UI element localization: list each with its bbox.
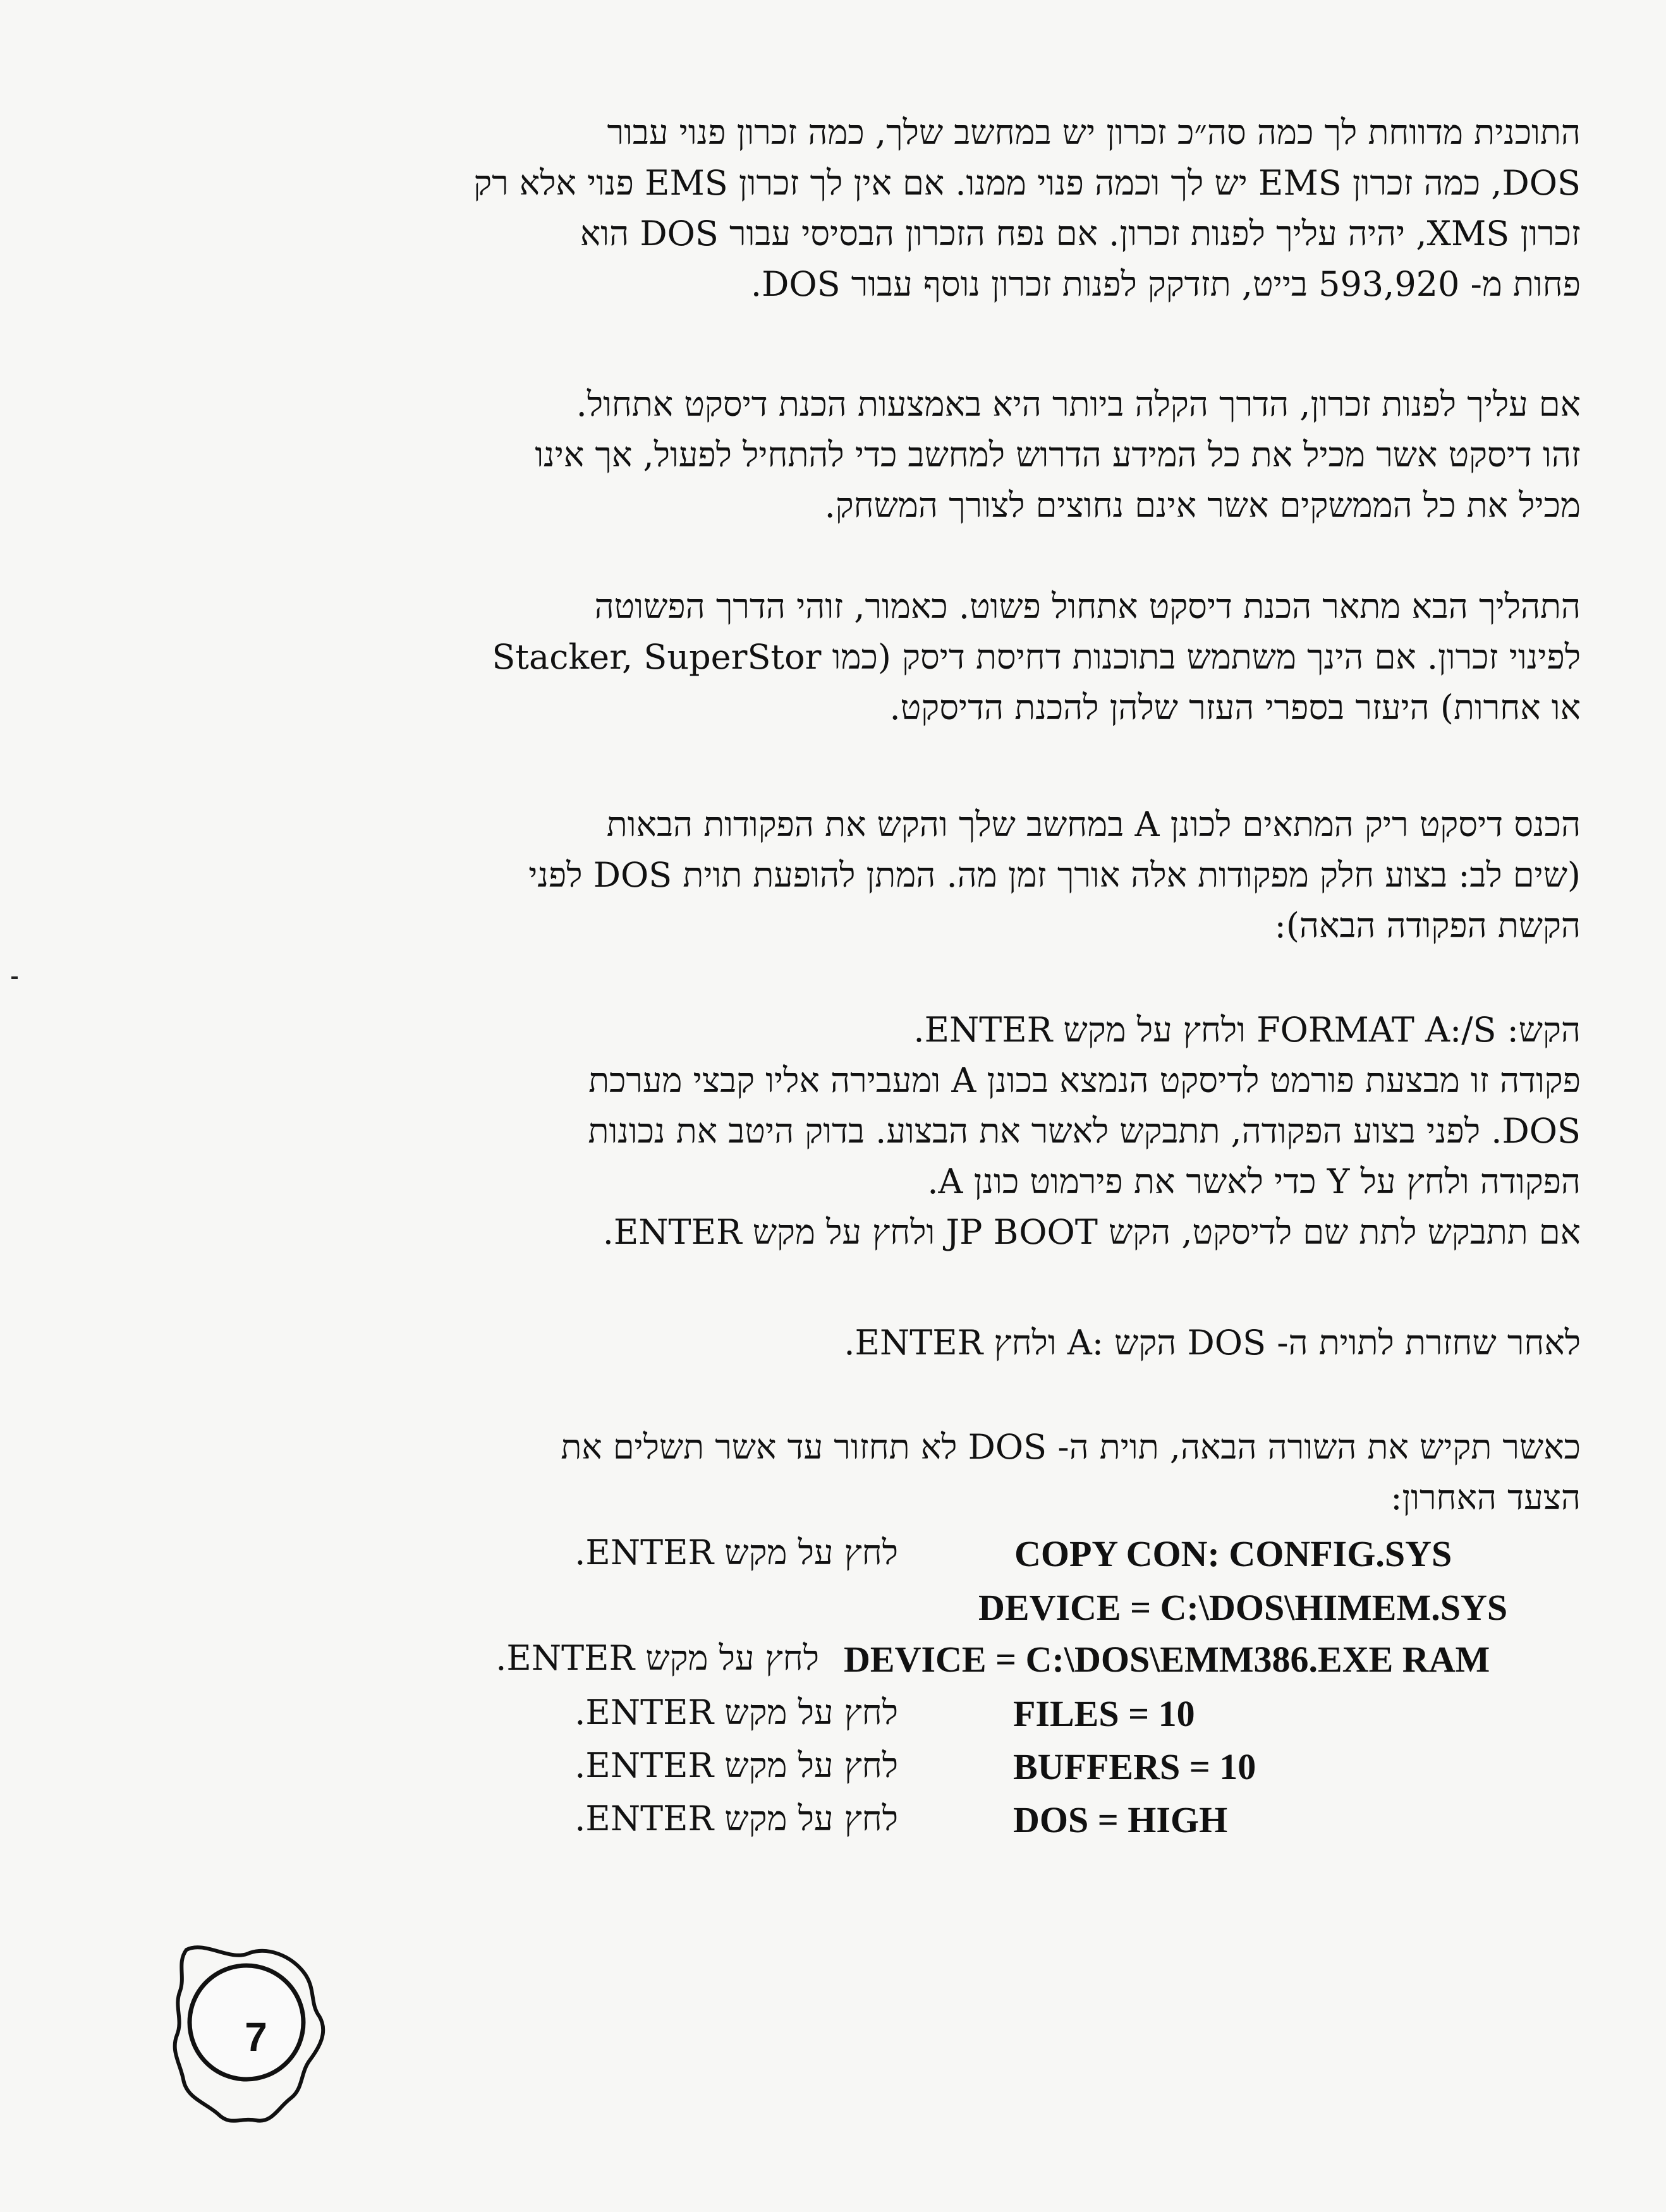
config-hint: לחץ על מקש ENTER. <box>575 1746 898 1785</box>
text-line: הקשת הפקודה הבאה): <box>1274 906 1581 945</box>
config-line <box>0 1586 1666 1637</box>
paragraph-format-step <box>102 1005 1581 1258</box>
config-line <box>0 1638 1666 1689</box>
text-line: זכרון XMS, יהיה עליך לפנות זכרון. אם נפח הזכרון הבסיסי עבור DOS הוא <box>580 214 1581 253</box>
config-line <box>0 1746 1666 1796</box>
text-line: הפקודה ולחץ על Y כדי לאשר את פירמוט כונן A. <box>927 1162 1581 1201</box>
text-line: כאשר תקיש את השורה הבאה, תוית ה- DOS לא תחזור עד אשר תשלים את <box>561 1427 1581 1467</box>
paragraph-boot-disk-intro <box>102 379 1581 531</box>
config-code: DEVICE = C:\DOS\EMM386.EXE RAM <box>844 1639 1490 1680</box>
text-line: DOS, כמה זכרון EMS יש לך וכמה פנוי ממנו. אם אין לך זכרון EMS פנוי אלא רק <box>473 163 1581 203</box>
text-line: פקודה זו מבצעת פורמט לדיסקט הנמצא בכונן A ומעבירה אליו קבצי מערכת <box>588 1060 1581 1100</box>
text-line: זהו דיסקט אשר מכיל את כל המידע הדרוש למחשב כדי להתחיל לפעול, אך אינו <box>535 435 1581 475</box>
scan-mark <box>11 976 18 979</box>
config-code: DOS = HIGH <box>1013 1799 1228 1840</box>
text-line: אם עליך לפנות זכרון, הדרך הקלה ביותר היא באמצעות הכנת דיסקט אתחול. <box>576 384 1581 424</box>
paragraph-return-prompt <box>102 1318 1581 1368</box>
text-line: או אחרות) היעזר בספרי העזר שלהן להכנת הדיסקט. <box>889 688 1581 727</box>
config-code: BUFFERS = 10 <box>1013 1746 1256 1787</box>
paragraph-insert-disk <box>102 799 1581 951</box>
config-hint: לחץ על מקש ENTER. <box>575 1692 898 1732</box>
paragraph-memory-report <box>102 107 1581 310</box>
config-code: COPY CON: CONFIG.SYS <box>1014 1533 1452 1574</box>
text-line: DOS. לפני בצוע הפקודה, תתבקש לאשר את הבצוע. בדוק היטב את נכונות <box>588 1111 1581 1151</box>
text-line: מכיל את כל הממשקים אשר אינם נחוצים לצורך המשחק. <box>824 485 1581 525</box>
page-number: 7 <box>245 2014 267 2060</box>
config-code: FILES = 10 <box>1013 1693 1195 1734</box>
text-line: פחות מ- 593,920 בייט, תזדקק לפנות זכרון נוסף עבור DOS. <box>750 264 1581 304</box>
config-hint: לחץ על מקש ENTER. <box>575 1799 898 1838</box>
paragraph-config-intro <box>102 1422 1581 1523</box>
text-line: לפינוי זכרון. אם הינך משתמש בתוכנות דחיסת דיסק (כמו Stacker, SuperStor <box>492 637 1581 677</box>
config-line <box>0 1692 1666 1743</box>
text-line: הקש: FORMAT A:/S ולחץ על מקש ENTER. <box>913 1010 1581 1050</box>
text-line: התהליך הבא מתאר הכנת דיסקט אתחול פשוט. כאמור, זוהי הדרך הפשוטה <box>594 586 1581 626</box>
config-hint: לחץ על מקש ENTER. <box>575 1533 898 1572</box>
text-line: התוכנית מדווחת לך כמה סה״כ זכרון יש במחשב שלך, כמה זכרון פנוי עבור <box>607 112 1581 152</box>
text-line: לאחר שחזרת לתוית ה- DOS הקש :A ולחץ ENTER. <box>844 1323 1581 1363</box>
config-line <box>0 1799 1666 1849</box>
paragraph-procedure-intro <box>102 581 1581 733</box>
note-line: (שים לב: בצוע חלק מפקודות אלה אורך זמן מה. המתן להופעת תוית DOS לפני <box>528 855 1581 895</box>
config-line <box>0 1533 1666 1583</box>
config-hint: לחץ על מקש ENTER. <box>496 1638 819 1678</box>
text-line: הכנס דיסקט ריק המתאים לכונן A במחשב שלך והקש את הפקודות הבאות <box>606 805 1581 844</box>
text-line: הצעד האחרון: <box>1390 1478 1581 1517</box>
text-line: אם תתבקש לתת שם לדיסקט, הקש JP BOOT ולחץ על מקש ENTER. <box>602 1212 1581 1252</box>
config-code: DEVICE = C:\DOS\HIMEM.SYS <box>978 1587 1508 1628</box>
